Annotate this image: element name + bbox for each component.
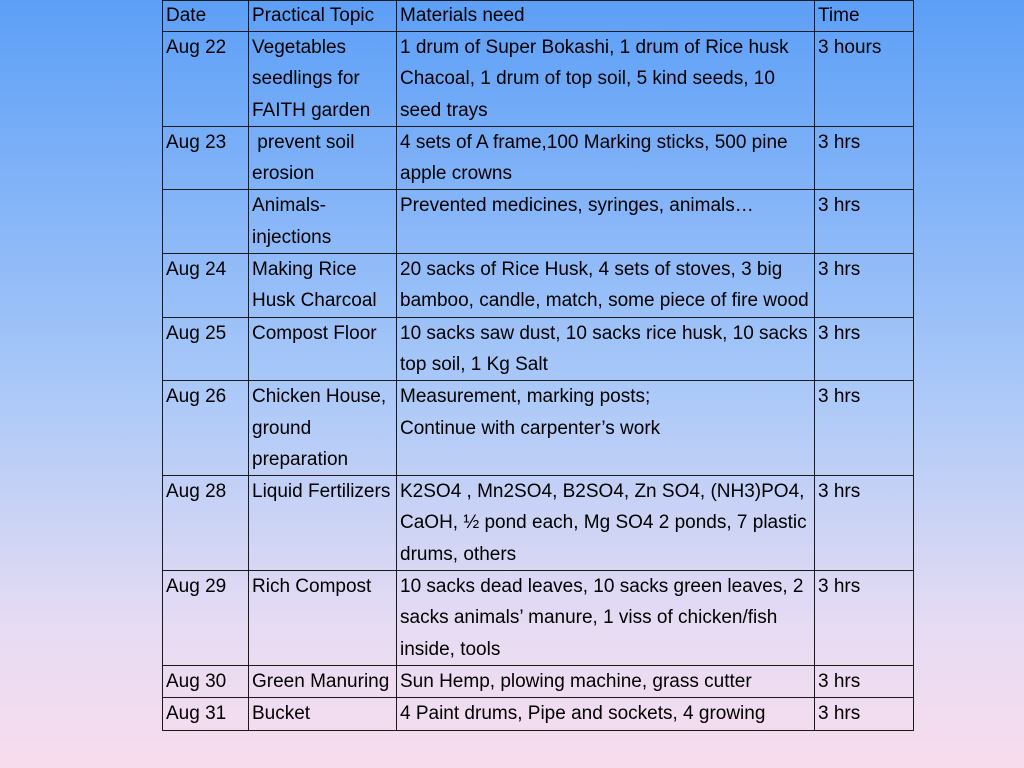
practical-schedule-table xyxy=(162,0,914,731)
cell-topic: Liquid Fertilizers xyxy=(249,476,397,571)
cell-date: Aug 24 xyxy=(163,254,249,318)
cell-materials xyxy=(397,254,815,318)
header-materials-need: Materials need xyxy=(397,1,815,32)
cell-time: 3 hrs xyxy=(815,698,914,730)
materials-line: 20 sacks of Rice Husk, 4 sets of stoves, 3 big bamboo, candle, match, some piece of fire wood xyxy=(400,259,809,312)
cell-time: 3 hrs xyxy=(815,190,914,254)
table-row xyxy=(163,126,914,190)
materials-line: Prevented medicines, syringes, animals… xyxy=(400,195,754,217)
cell-date xyxy=(163,190,249,254)
cell-time: 3 hrs xyxy=(815,254,914,318)
cell-topic: Bucket xyxy=(249,698,397,730)
cell-topic: Rich Compost xyxy=(249,571,397,666)
cell-date: Aug 26 xyxy=(163,381,249,476)
cell-topic: Vegetables seedlings for FAITH garden xyxy=(249,32,397,127)
materials-line: Sun Hemp, plowing machine, grass cutter xyxy=(400,670,752,692)
table-row xyxy=(163,571,914,666)
cell-date: Aug 29 xyxy=(163,571,249,666)
cell-date: Aug 23 xyxy=(163,126,249,190)
table-row xyxy=(163,190,914,254)
cell-date: Aug 28 xyxy=(163,476,249,571)
header-time: Time xyxy=(815,1,914,32)
materials-line: 4 Paint drums, Pipe and sockets, 4 growing xyxy=(400,703,766,725)
header-date: Date xyxy=(163,1,249,32)
cell-topic: Making Rice Husk Charcoal xyxy=(249,254,397,318)
cell-time: 3 hrs xyxy=(815,665,914,697)
header-row xyxy=(163,1,914,32)
cell-topic: prevent soil erosion xyxy=(249,126,397,190)
materials-line: 10 sacks dead leaves, 10 sacks green leaves, 2 sacks animals’ manure, 1 viss of chicken/fish inside, tools xyxy=(400,576,804,660)
materials-line: 10 sacks saw dust, 10 sacks rice husk, 10 sacks top soil, 1 Kg Salt xyxy=(400,322,808,375)
cell-time: 3 hrs xyxy=(815,317,914,381)
table-body xyxy=(163,32,914,731)
table-row xyxy=(163,317,914,381)
materials-line: Continue with carpenter’s work xyxy=(400,417,661,439)
cell-date: Aug 31 xyxy=(163,698,249,730)
cell-materials xyxy=(397,381,815,476)
cell-time: 3 hrs xyxy=(815,381,914,476)
table-row xyxy=(163,32,914,127)
cell-materials xyxy=(397,665,815,697)
cell-materials xyxy=(397,571,815,666)
table-row xyxy=(163,254,914,318)
cell-topic: Animals- injections xyxy=(249,190,397,254)
cell-materials xyxy=(397,317,815,381)
materials-line: 4 sets of A frame,100 Marking sticks, 500 pine apple crowns xyxy=(400,131,788,185)
materials-line: K2SO4 , Mn2SO4, B2SO4, Zn SO4, (NH3)PO4, CaOH, ½ pond each, Mg SO4 2 ponds, 7 plastic drums, others xyxy=(400,481,807,565)
cell-time: 3 hours xyxy=(815,32,914,127)
cell-time: 3 hrs xyxy=(815,476,914,571)
cell-materials xyxy=(397,698,815,730)
cell-materials xyxy=(397,126,815,190)
cell-time: 3 hrs xyxy=(815,571,914,666)
materials-line: Measurement, marking posts; xyxy=(400,386,651,408)
cell-materials xyxy=(397,32,815,127)
cell-date: Aug 25 xyxy=(163,317,249,381)
cell-topic: Compost Floor xyxy=(249,317,397,381)
header-practical-topic: Practical Topic xyxy=(249,1,397,32)
cell-topic: Green Manuring xyxy=(249,665,397,697)
table-row xyxy=(163,698,914,730)
cell-materials xyxy=(397,190,815,254)
table-row xyxy=(163,476,914,571)
cell-date: Aug 30 xyxy=(163,665,249,697)
cell-time: 3 hrs xyxy=(815,126,914,190)
cell-topic: Chicken House, ground preparation xyxy=(249,381,397,476)
cell-date: Aug 22 xyxy=(163,32,249,127)
table-row xyxy=(163,665,914,697)
materials-line: 1 drum of Super Bokashi, 1 drum of Rice husk Chacoal, 1 drum of top soil, 5 kind seeds, 10 seed trays xyxy=(400,37,789,121)
cell-materials xyxy=(397,476,815,571)
table-row xyxy=(163,381,914,476)
table-header xyxy=(163,1,914,32)
